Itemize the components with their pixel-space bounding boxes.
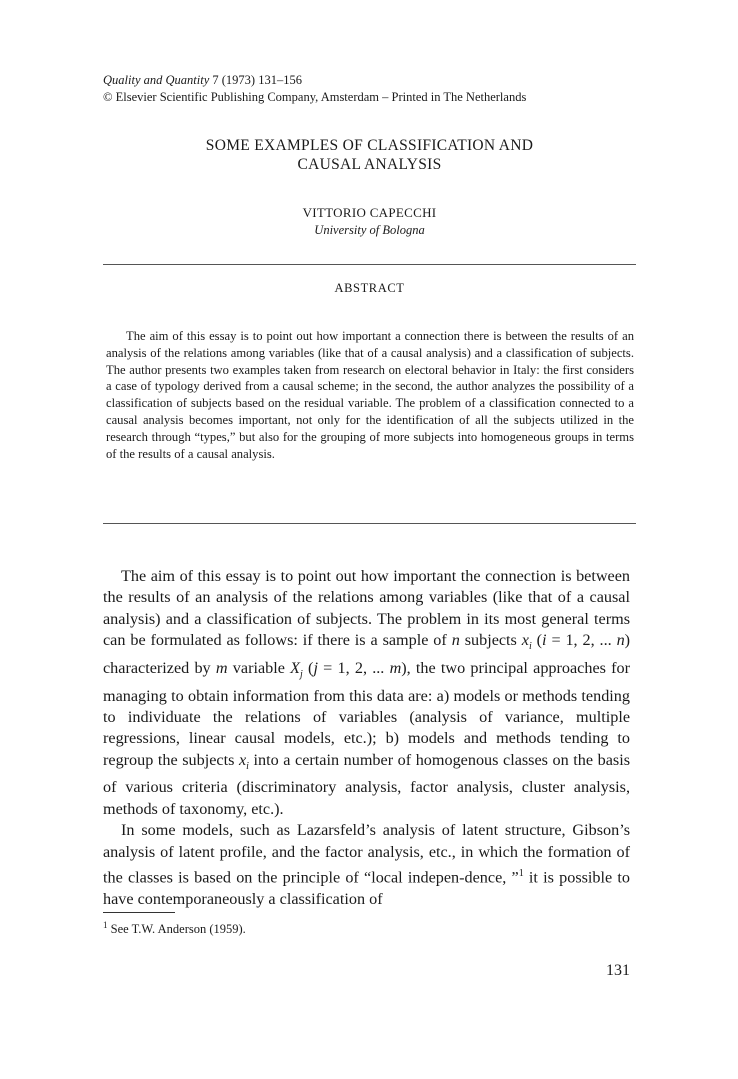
abstract-heading: ABSTRACT <box>334 281 405 295</box>
footnote-mark: 1 <box>103 920 108 930</box>
body-paragraph-2: In some models, such as Lazarsfeld’s analysis of latent structure, Gibson’s analysis of latent profile, and the factor analysis, etc., in which the formation of the classes is based on the principle of “local indepen-dence, ”$^1$ it is possible to have contemporaneously a classification of <box>103 821 630 908</box>
citation-line <box>103 72 526 89</box>
journal-name: Quality and Quantity <box>103 73 210 87</box>
body-text <box>103 566 630 910</box>
footnote <box>103 917 246 937</box>
volume-pages: 7 (1973) 131–156 <box>212 73 302 87</box>
author-affiliation: University of Bologna <box>314 223 425 237</box>
title-line-1: SOME EXAMPLES OF CLASSIFICATION AND <box>205 137 534 154</box>
abstract-block <box>106 328 634 462</box>
journal-header <box>103 72 526 106</box>
body-paragraph-1: The aim of this essay is to point out how important the connection is between the results of an analysis of the relations among variables (like that of a causal analysis) and a classification of subjects. The problem in its most general terms can be formulated as follows: if there is a sample of n subjects $x_i$ (i = 1, 2, ... n) characterized by m variable $X_j$ (j = 1, 2, ... m), the two principal approaches for managing to obtain information from this data are: a) models or methods tending to individuate the relations of variables (analysis of variance, multiple regressions, linear causal models, etc.); b) models and methods tending to regroup the subjects $x_i$ into a certain number of homogenous classes on the basis of various criteria (discriminatory analysis, factor analysis, cluster analysis, methods of taxonomy, etc.). <box>103 567 631 818</box>
publisher-line: © Elsevier Scientific Publishing Company, Amsterdam – Printed in The Netherlands <box>103 90 527 104</box>
abstract-text: The aim of this essay is to point out how important a connection there is between the results of an analysis of the relations among variables (like that of a causal analysis) and a classification of subjects. The author presents two examples taken from research on electoral behavior in Italy: the first considers a case of typology derived from a causal scheme; in the second, the author analyzes the possibility of a classification of subjects based on the residual variable. The problem of a classification connected to a causal analysis becomes important, not only for the identification of all the subjects utilized in the research through “types,” but also for the grouping of more subjects into homogeneous groups in terms of the results of a causal analysis. <box>106 329 634 461</box>
abstract-top-rule <box>103 264 636 265</box>
article-title <box>103 136 636 174</box>
footnote-text: See T.W. Anderson (1959). <box>110 922 246 937</box>
abstract-bottom-rule <box>103 523 636 524</box>
footnote-ref[interactable]: 1 <box>518 867 524 879</box>
page-number: 131 <box>606 962 630 979</box>
title-line-2: CAUSAL ANALYSIS <box>297 156 442 173</box>
author-name: VITTORIO CAPECCHI <box>302 205 437 220</box>
footnote-rule <box>103 912 175 913</box>
